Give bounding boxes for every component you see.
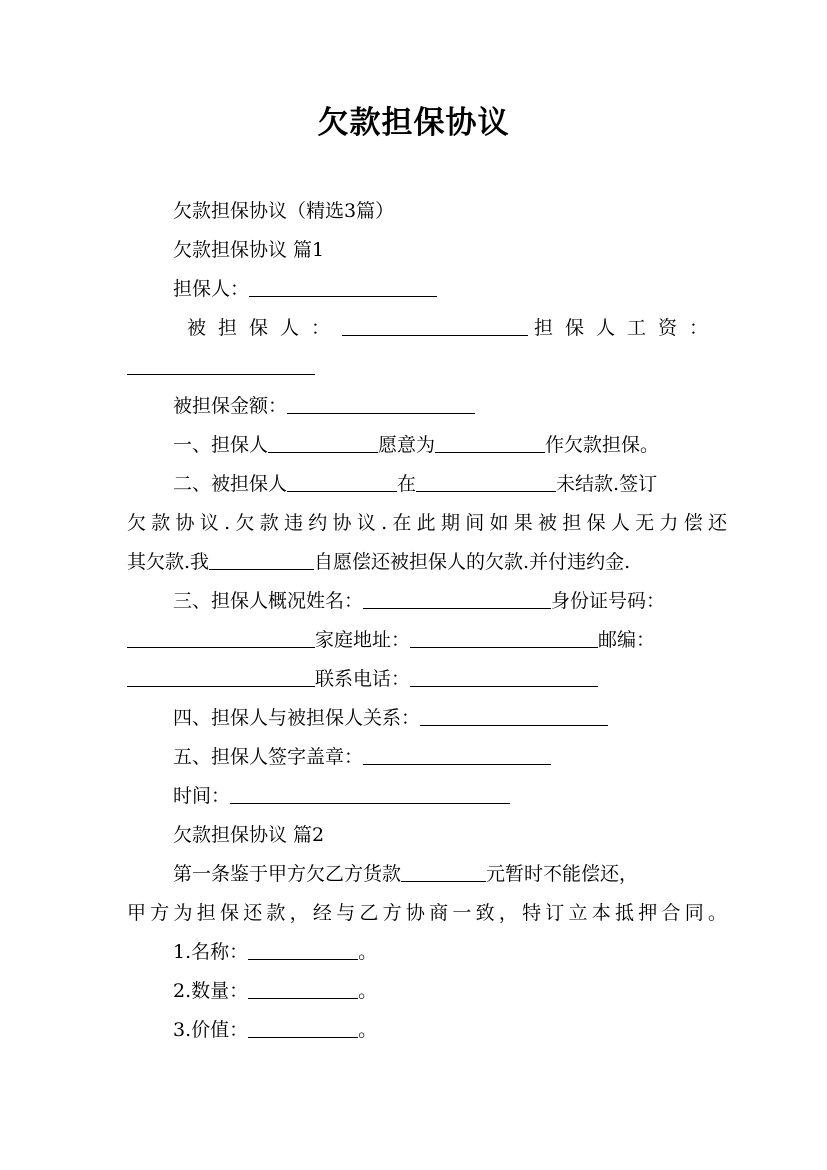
- item-quantity-end: 。: [358, 980, 378, 1002]
- clause-5: [127, 742, 773, 772]
- article-1-text-a: 第一条鉴于甲方欠乙方货款: [173, 863, 402, 885]
- clause-2-line-3: [127, 547, 727, 577]
- clause-2-text-b: 在: [397, 473, 417, 495]
- clause-3-line-1: [127, 586, 773, 616]
- guarantor-label: 担保人：: [173, 278, 250, 300]
- item-name-line: [127, 937, 773, 967]
- clause-1-text-b: 愿意为: [378, 434, 436, 456]
- clause-3-id-label: 身份证号码：: [551, 590, 666, 612]
- article-1-line-1: [127, 859, 773, 889]
- guaranteed-person-line: [127, 313, 787, 343]
- clause-5-blank: [363, 744, 551, 765]
- clause-2-blank-a: [287, 471, 397, 492]
- item-quantity-label: 2.数量：: [173, 980, 249, 1002]
- guaranteed-amount-label: 被担保金额：: [173, 395, 288, 417]
- clause-1-text-a: 一、担保人: [173, 434, 269, 456]
- clause-1-text-c: 作欠款担保。: [545, 434, 660, 456]
- item-value-blank: [248, 1017, 358, 1038]
- clause-4-label: 四、担保人与被担保人关系：: [173, 707, 421, 729]
- time-line: [127, 781, 773, 811]
- clause-2-text-f: 自愿偿还被担保人的欠款.并付违约金.: [314, 551, 631, 573]
- clause-1-blank-a: [268, 432, 378, 453]
- clause-2-line-2: [127, 508, 727, 538]
- item-value-end: 。: [358, 1019, 378, 1041]
- clause-3-name-label: 三、担保人概况姓名：: [173, 590, 364, 612]
- section-heading-text: 欠款担保协议 篇1: [173, 239, 325, 261]
- guarantor-salary-line: [127, 352, 727, 382]
- clause-3-postcode-label: 邮编：: [598, 629, 656, 651]
- guaranteed-person-blank: [342, 315, 528, 336]
- guaranteed-amount-line: [127, 391, 773, 421]
- article-1-text-c: 甲方为担保还款，经与乙方协商一致，特订立本抵押合同。: [127, 902, 727, 924]
- clause-5-label: 五、担保人签字盖章：: [173, 746, 364, 768]
- item-value-line: [127, 1015, 773, 1045]
- clause-3-address-label: 家庭地址：: [315, 629, 411, 651]
- guaranteed-amount-blank: [287, 393, 475, 414]
- guarantor-line: [127, 274, 773, 304]
- subtitle-selected: [127, 196, 773, 226]
- section-heading-2: [127, 820, 773, 850]
- clause-3-postcode-blank: [127, 666, 315, 687]
- clause-1-blank-b: [435, 432, 545, 453]
- item-name-blank: [248, 939, 358, 960]
- clause-4-blank: [420, 705, 608, 726]
- clause-4: [127, 703, 773, 733]
- item-quantity-blank: [248, 978, 358, 999]
- clause-3-line-2: [127, 625, 727, 655]
- item-name-label: 1.名称：: [173, 941, 249, 963]
- clause-3-name-blank: [363, 588, 551, 609]
- section-heading-2-text: 欠款担保协议 篇2: [173, 824, 325, 846]
- guarantor-salary-blank: [127, 354, 315, 375]
- item-quantity-line: [127, 976, 773, 1006]
- clause-2-text-a: 二、被担保人: [173, 473, 288, 495]
- time-blank: [230, 783, 510, 804]
- clause-2-text-c: 未结款.签订: [556, 473, 658, 495]
- time-label: 时间：: [173, 785, 231, 807]
- clause-2-text-d: 欠款协议.欠款违约协议.在此期间如果被担保人无力偿还: [127, 512, 727, 534]
- item-value-label: 3.价值：: [173, 1019, 249, 1041]
- article-1-text-b: 元暂时不能偿还，: [486, 863, 639, 885]
- clause-2-text-e: 其欠款.我: [127, 551, 210, 573]
- clause-3-phone-label: 联系电话：: [315, 668, 411, 690]
- item-name-end: 。: [358, 941, 378, 963]
- subtitle-text: 欠款担保协议（精选3篇）: [173, 200, 395, 222]
- guarantor-salary-label: 担保人工资：: [534, 317, 721, 339]
- article-1-blank: [401, 861, 486, 882]
- clause-3-phone-blank: [410, 666, 598, 687]
- section-heading-1: [127, 235, 773, 265]
- clause-3-id-blank: [127, 627, 315, 648]
- clause-1: [127, 430, 773, 460]
- guarantor-blank: [249, 276, 437, 297]
- clause-3-line-3: [127, 664, 727, 694]
- clause-3-address-blank: [410, 627, 598, 648]
- clause-2-line-1: [127, 469, 773, 499]
- document-title: 欠款担保协议: [317, 105, 510, 141]
- guaranteed-person-label: 被担保人：: [187, 317, 343, 339]
- article-1-line-2: [127, 898, 727, 928]
- clause-2-blank-c: [209, 549, 314, 570]
- clause-2-blank-b: [416, 471, 556, 492]
